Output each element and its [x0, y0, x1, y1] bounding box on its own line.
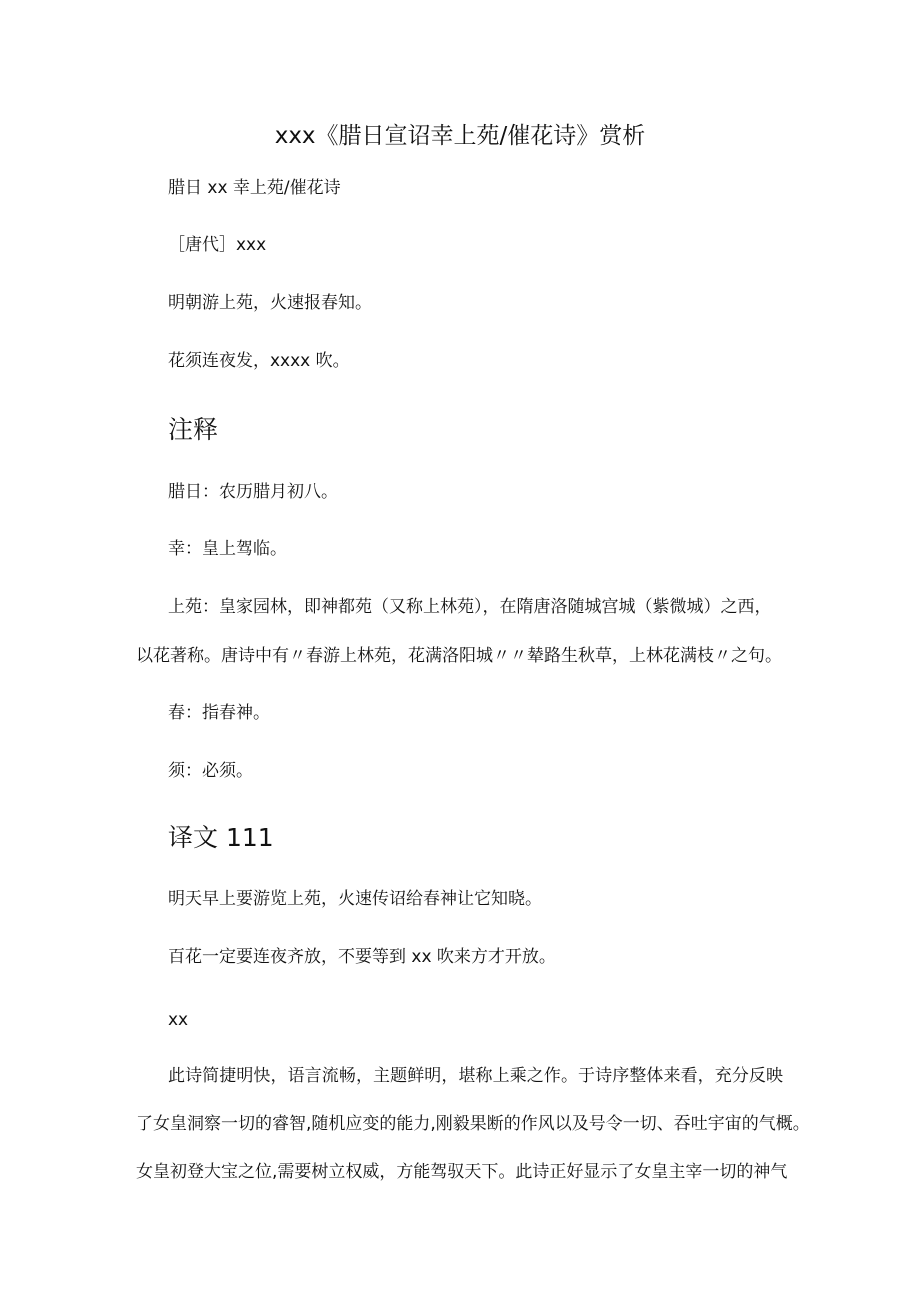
poem-line-2: 花须连夜发，xxxx 吹。 [168, 351, 350, 371]
notes-heading: 注释 [168, 415, 219, 444]
note-item-continuation: 以花著称。唐诗中有〃春游上林苑，花满洛阳城〃〃辇路生秋草，上林花满枝〃之句。 [136, 646, 782, 666]
appreciation-heading: xx [168, 1010, 189, 1030]
appreciation-line: 此诗简捷明快，语言流畅，主题鲜明，堪称上乘之作。于诗序整体来看，充分反映 [168, 1066, 783, 1086]
translation-heading: 译文 111 [168, 823, 274, 852]
note-item: 须：必须。 [168, 761, 253, 781]
translation-line: 百花一定要连夜齐放，不要等到 xx 吹来方才开放。 [168, 947, 556, 967]
note-item: 幸：皇上驾临。 [168, 539, 287, 559]
note-item: 腊日：农历腊月初八。 [168, 482, 338, 502]
poem-line-1: 明朝游上苑，火速报春知。 [168, 293, 372, 313]
appreciation-line: 了女皇洞察一切的睿智,随机应变的能力,刚毅果断的作风以及号令一切、吞吐宇宙的气概。 [136, 1114, 810, 1134]
appreciation-line: 女皇初登大宝之位,需要树立权威，方能驾驭天下。此诗正好显示了女皇主宰一切的神气 [136, 1162, 788, 1182]
poem-author: ［唐代］xxx [168, 235, 267, 255]
translation-line: 明天早上要游览上苑，火速传诏给春神让它知晓。 [168, 889, 542, 909]
note-item: 上苑：皇家园林，即神都苑（又称上林苑），在隋唐洛随城宫城（紫微城）之西， [168, 597, 772, 617]
note-item: 春：指春神。 [168, 703, 270, 723]
document-title: xxx《腊日宣诏幸上苑/催花诗》赏析 [274, 123, 646, 149]
poem-title: 腊日 xx 幸上苑/催花诗 [168, 178, 341, 198]
